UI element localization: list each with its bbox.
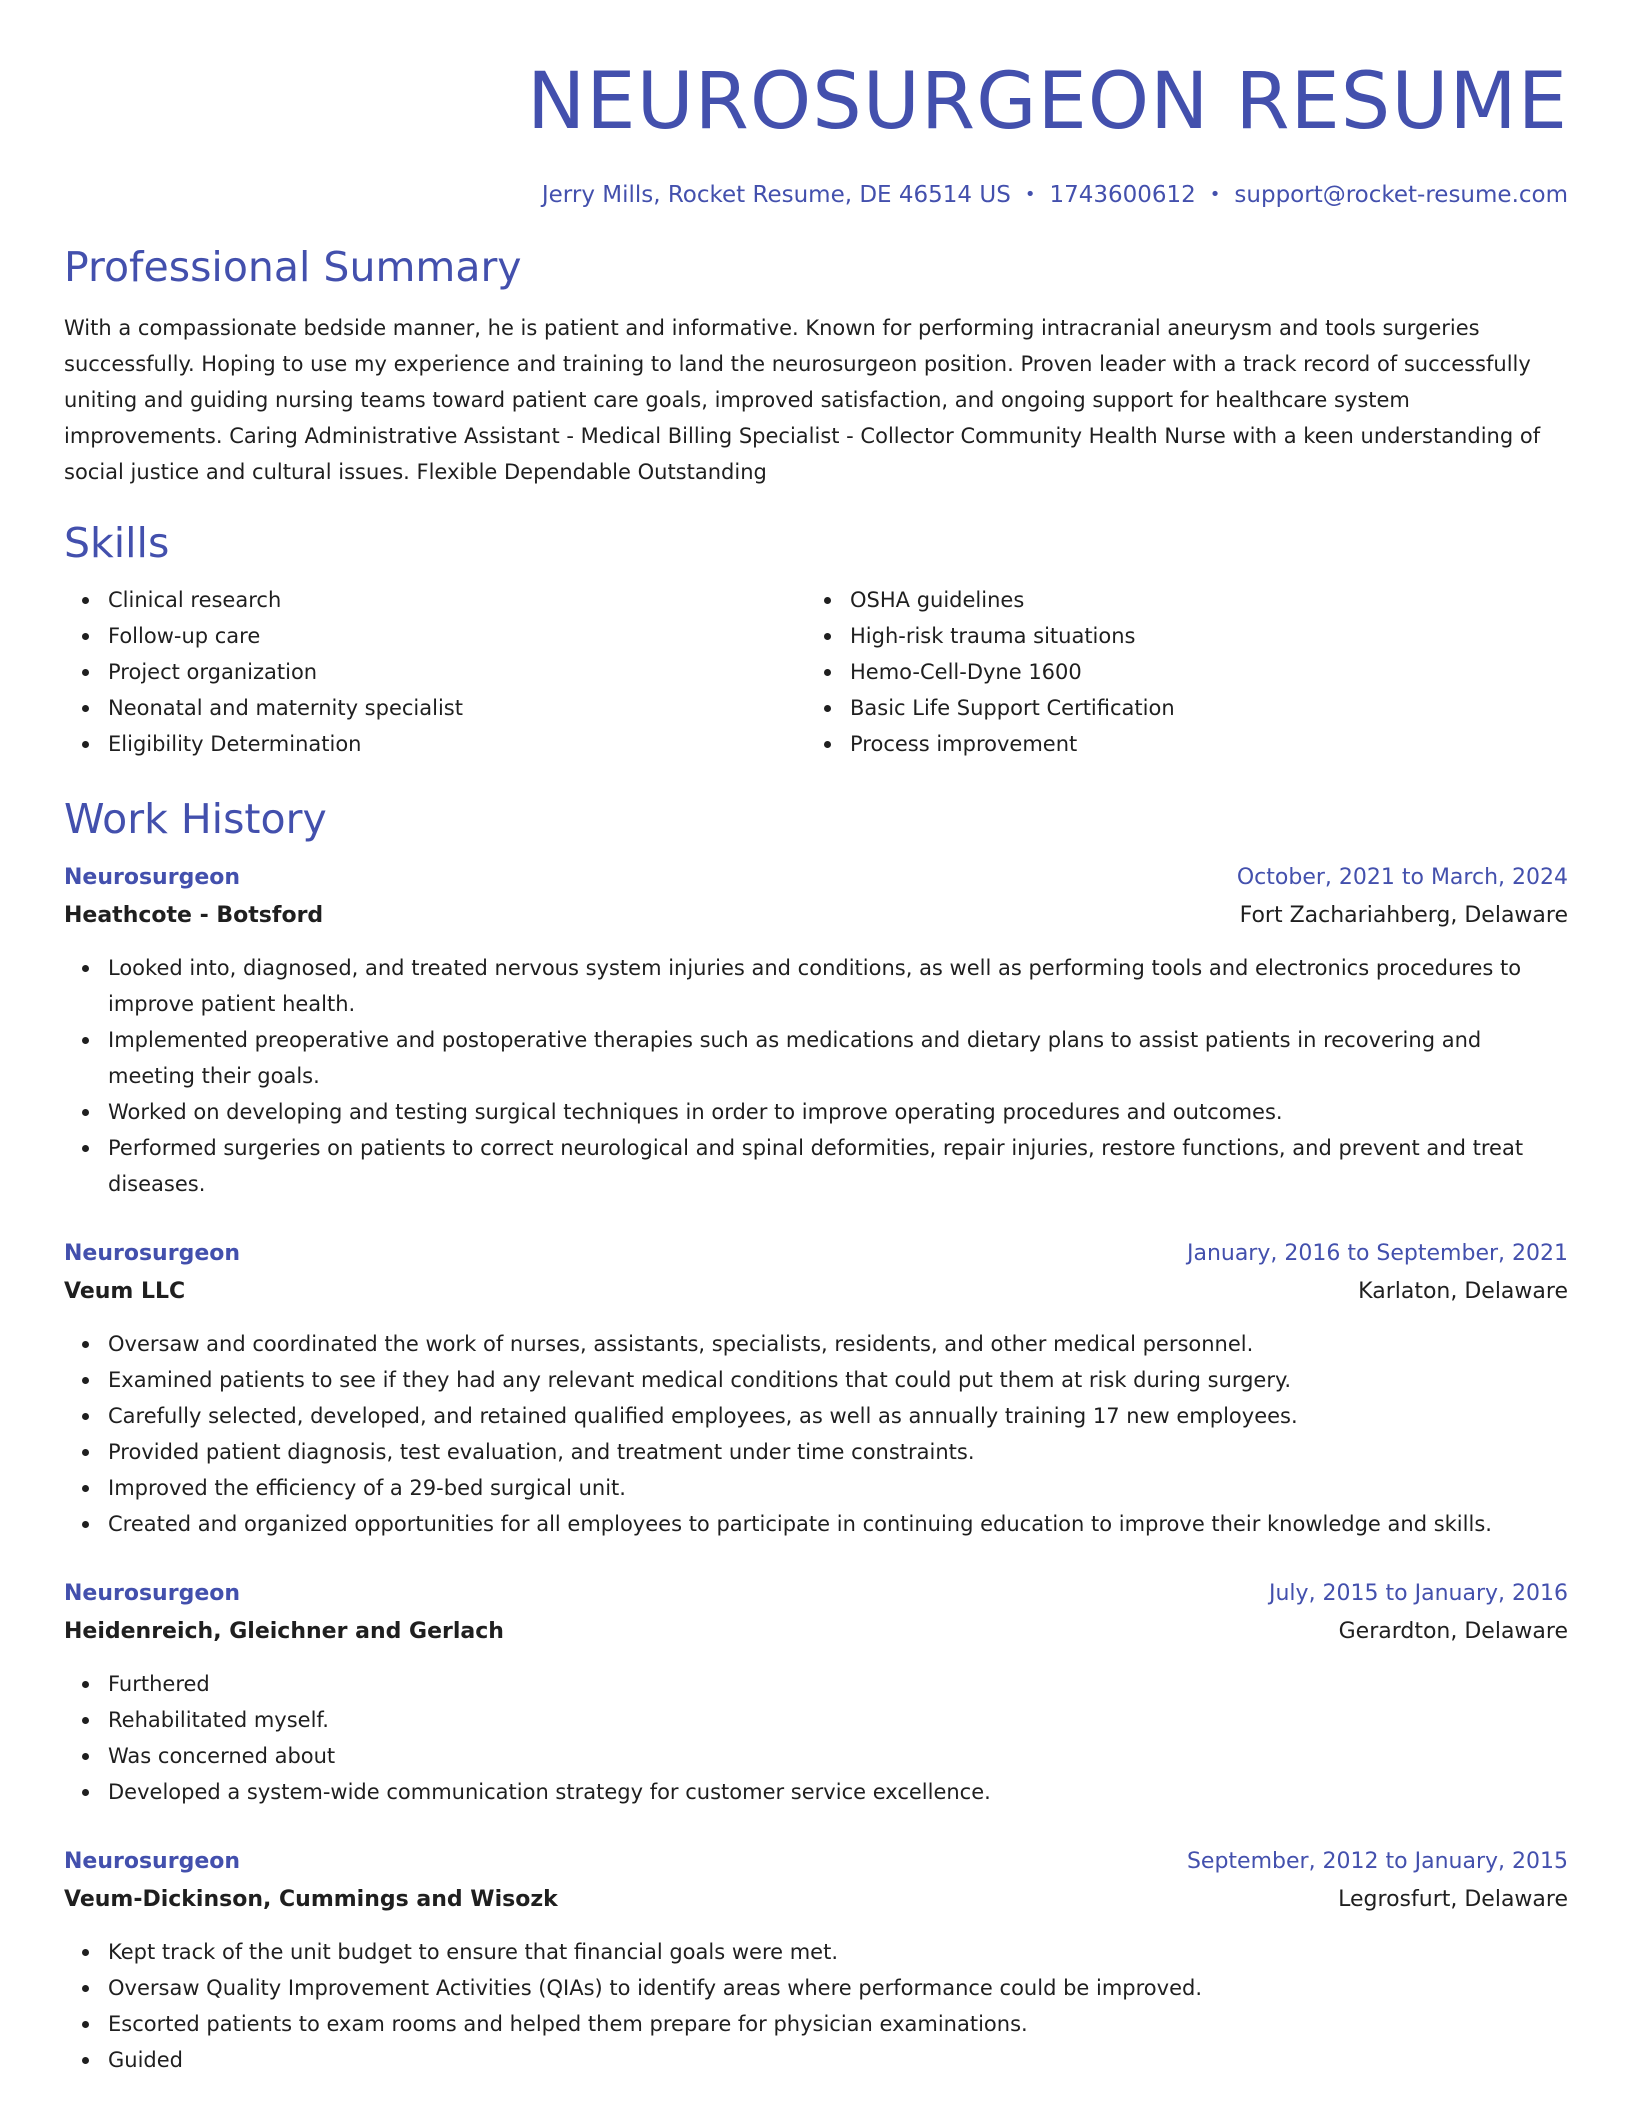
job-bullets xyxy=(64,950,1568,1202)
contact-phone[interactable]: 1743600612 xyxy=(1049,182,1196,208)
work-history-heading: Work History xyxy=(64,795,327,843)
job-location: Karlaton, Delaware xyxy=(1358,1279,1568,1304)
job-bullet: Performed surgeries on patients to correct neurological and spinal deformities, repair injuries, restore functions, and prevent and treat diseases. xyxy=(108,1130,1568,1202)
job-bullet: Developed a system-wide communication strategy for customer service excellence. xyxy=(108,1774,1568,1810)
skill-item: OSHA guidelines xyxy=(850,582,1548,618)
job-bullet: Was concerned about xyxy=(108,1738,1568,1774)
job-bullet: Rehabilitated myself. xyxy=(108,1702,1568,1738)
contact-separator: • xyxy=(1209,184,1221,205)
job-bullet: Provided patient diagnosis, test evaluation, and treatment under time constraints. xyxy=(108,1434,1568,1470)
contact-email[interactable]: support@rocket-resume.com xyxy=(1234,182,1568,208)
job-bullet: Worked on developing and testing surgical techniques in order to improve operating procedures and outcomes. xyxy=(108,1094,1568,1130)
skill-item: Neonatal and maternity specialist xyxy=(108,690,806,726)
job-dates: October, 2021 to March, 2024 xyxy=(1236,865,1568,890)
job-bullet: Oversaw and coordinated the work of nurses, assistants, specialists, residents, and other medical personnel. xyxy=(108,1326,1568,1362)
job-entry xyxy=(64,1846,1568,2078)
contact-separator: • xyxy=(1024,184,1036,205)
job-role: Neurosurgeon xyxy=(64,1581,241,1606)
job-bullets xyxy=(64,1934,1568,2078)
job-bullet: Escorted patients to exam rooms and helped them prepare for physician examinations. xyxy=(108,2006,1568,2042)
job-bullet: Looked into, diagnosed, and treated nervous system injuries and conditions, as well as performing tools and electronics procedures to improve patient health. xyxy=(108,950,1568,1022)
contact-line xyxy=(64,180,1568,210)
job-bullet: Oversaw Quality Improvement Activities (QIAs) to identify areas where performance could be improved. xyxy=(108,1970,1568,2006)
job-bullets xyxy=(64,1326,1568,1542)
job-entry xyxy=(64,1238,1568,1542)
job-dates: September, 2012 to January, 2015 xyxy=(1186,1849,1568,1874)
skill-item: Clinical research xyxy=(108,582,806,618)
job-bullet: Implemented preoperative and postoperative therapies such as medications and dietary plans to assist patients in recovering and meeting their goals. xyxy=(108,1022,1568,1094)
job-location: Legrosfurt, Delaware xyxy=(1338,1887,1568,1912)
skill-item: Follow-up care xyxy=(108,618,806,654)
summary-text: With a compassionate bedside manner, he is patient and informative. Known for performing intracranial aneurysm and tools surgeries successfully. Hoping to use my experience and training to land the neurosurgeon position. Proven leader with a track record of successfully uniting and guiding nursing teams toward patient care goals, improved satisfaction, and ongoing support for healthcare system improvements. Caring Administrative Assistant - Medical Billing Specialist - Collector Community Health Nurse with a keen understanding of social justice and cultural issues. Flexible Dependable Outstanding xyxy=(64,316,1541,484)
job-location: Fort Zachariahberg, Delaware xyxy=(1239,903,1568,928)
contact-address: Jerry Mills, Rocket Resume, DE 46514 US xyxy=(541,182,1011,208)
job-company: Heathcote - Botsford xyxy=(64,903,324,928)
skills-column-right xyxy=(806,582,1548,762)
job-location: Gerardton, Delaware xyxy=(1338,1619,1568,1644)
job-entry xyxy=(64,1578,1568,1810)
job-company: Veum-Dickinson, Cummings and Wisozk xyxy=(64,1887,558,1912)
job-role: Neurosurgeon xyxy=(64,1241,241,1266)
skill-item: Eligibility Determination xyxy=(108,726,806,762)
skills-heading: Skills xyxy=(64,519,170,567)
job-bullet: Furthered xyxy=(108,1666,1568,1702)
job-bullet: Examined patients to see if they had any relevant medical conditions that could put them at risk during surgery. xyxy=(108,1362,1568,1398)
skill-item: Process improvement xyxy=(850,726,1548,762)
job-dates: July, 2015 to January, 2016 xyxy=(1269,1581,1568,1606)
job-company: Veum LLC xyxy=(64,1279,186,1304)
resume-title: NEUROSURGEON RESUME xyxy=(526,57,1568,147)
skill-item: Hemo-Cell-Dyne 1600 xyxy=(850,654,1548,690)
job-bullet: Kept track of the unit budget to ensure that financial goals were met. xyxy=(108,1934,1568,1970)
summary-heading: Professional Summary xyxy=(64,243,522,291)
job-bullet: Created and organized opportunities for all employees to participate in continuing education to improve their knowledge and skills. xyxy=(108,1506,1568,1542)
job-bullet: Improved the efficiency of a 29-bed surgical unit. xyxy=(108,1470,1568,1506)
skill-item: Project organization xyxy=(108,654,806,690)
skills-column-left xyxy=(64,582,806,762)
job-bullet: Guided xyxy=(108,2042,1568,2078)
job-role: Neurosurgeon xyxy=(64,1849,241,1874)
job-entry xyxy=(64,862,1568,1202)
skill-item: High-risk trauma situations xyxy=(850,618,1548,654)
job-bullet: Carefully selected, developed, and retained qualified employees, as well as annually training 17 new employees. xyxy=(108,1398,1568,1434)
resume-page xyxy=(64,0,1568,2078)
job-bullets xyxy=(64,1666,1568,1810)
skill-item: Basic Life Support Certification xyxy=(850,690,1548,726)
job-company: Heidenreich, Gleichner and Gerlach xyxy=(64,1619,504,1644)
job-role: Neurosurgeon xyxy=(64,865,241,890)
job-dates: January, 2016 to September, 2021 xyxy=(1186,1241,1568,1266)
skills-list xyxy=(64,582,1568,762)
